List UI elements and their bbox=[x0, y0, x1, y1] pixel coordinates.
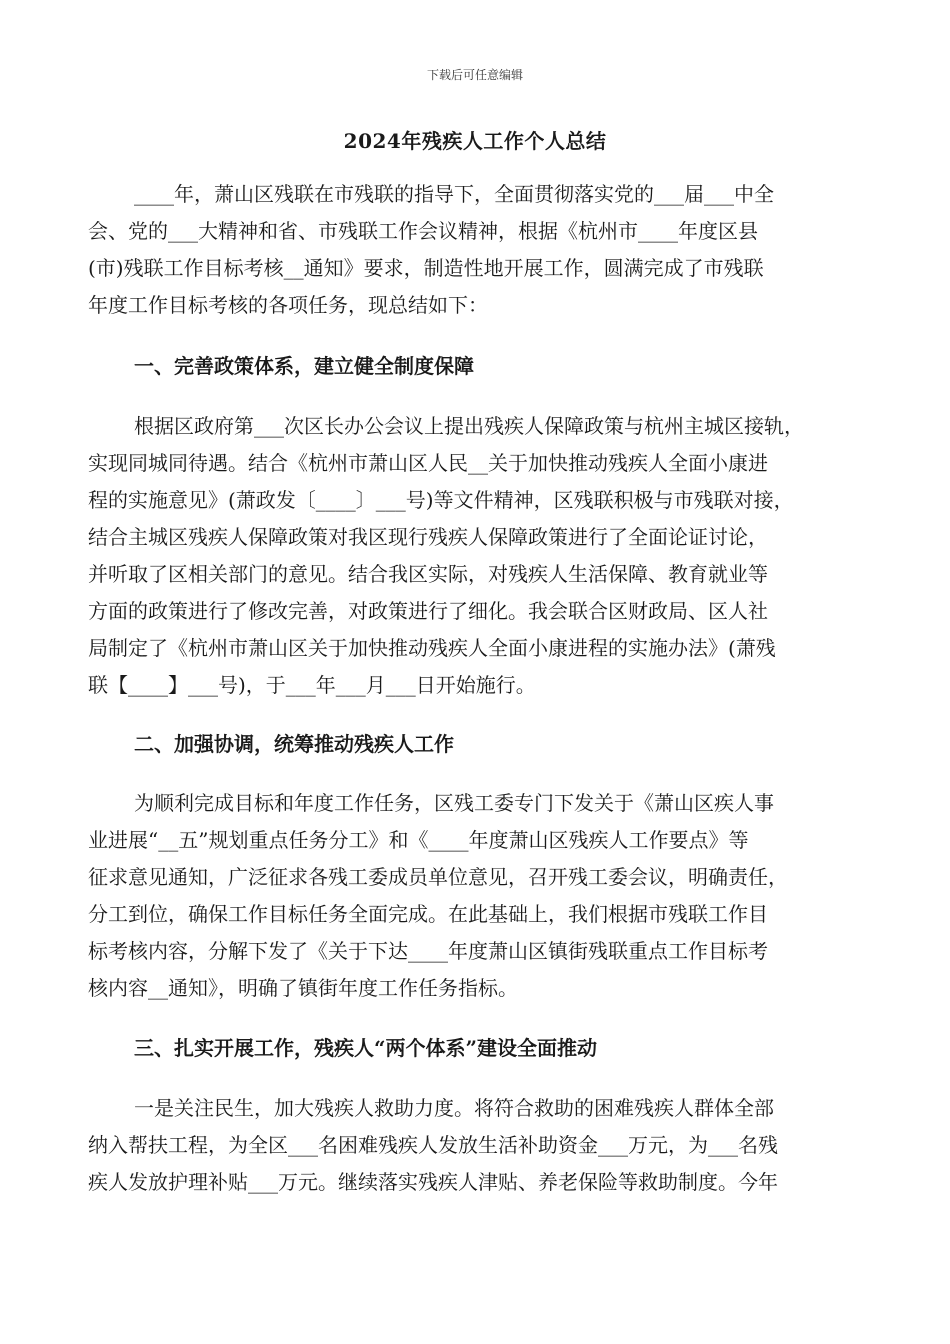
section-line: 结合主城区残疾人保障政策对我区现行残疾人保障政策进行了全面论证讨论， bbox=[88, 525, 768, 549]
document-title: 2024年残疾人工作个人总结 bbox=[343, 129, 607, 153]
section-line: 核内容__通知》，明确了镇街年度工作任务指标。 bbox=[88, 976, 518, 1000]
section-line: 标考核内容，分解下发了《关于下达____年度萧山区镇街残联重点工作目标考 bbox=[88, 939, 768, 963]
section-line: 征求意见通知，广泛征求各残工委成员单位意见，召开残工委会议，明确责任， bbox=[88, 865, 788, 889]
intro-line: 年度工作目标考核的各项任务，现总结如下： bbox=[88, 293, 488, 317]
section-line: 业进展“__五”规划重点任务分工》和《____年度萧山区残疾人工作要点》等 bbox=[88, 828, 749, 852]
section-line: 纳入帮扶工程，为全区___名困难残疾人发放生活补助资金___万元，为___名残 bbox=[88, 1133, 778, 1157]
intro-line: (市)残联工作目标考核__通知》要求，制造性地开展工作，圆满完成了市残联 bbox=[88, 256, 764, 280]
section-line: 方面的政策进行了修改完善，对政策进行了细化。我会联合区财政局、区人社 bbox=[88, 599, 768, 623]
section-heading: 三、扎实开展工作，残疾人“两个体系”建设全面推动 bbox=[134, 1036, 598, 1060]
section-heading: 一、完善政策体系，建立健全制度保障 bbox=[134, 354, 474, 378]
section-line: 并听取了区相关部门的意见。结合我区实际，对残疾人生活保障、教育就业等 bbox=[88, 562, 768, 586]
section-line: 分工到位，确保工作目标任务全面完成。在此基础上，我们根据市残联工作目 bbox=[88, 902, 768, 926]
section-line: 根据区政府第___次区长办公会议上提出残疾人保障政策与杭州主城区接轨， bbox=[134, 414, 804, 438]
section-line: 实现同城同待遇。结合《杭州市萧山区人民__关于加快推动残疾人全面小康进 bbox=[88, 451, 768, 475]
section-line: 为顺利完成目标和年度工作任务，区残工委专门下发关于《萧山区疾人事 bbox=[134, 791, 774, 815]
section-line: 联【____】___号)，于___年___月___日开始施行。 bbox=[88, 673, 536, 697]
intro-line: 会、党的___大精神和省、市残联工作会议精神，根据《杭州市____年度区县 bbox=[88, 219, 758, 243]
header-note: 下载后可任意编辑 bbox=[426, 68, 523, 82]
section-line: 一是关注民生，加大残疾人救助力度。将符合救助的困难残疾人群体全部 bbox=[134, 1096, 774, 1120]
section-heading: 二、加强协调，统筹推动残疾人工作 bbox=[134, 732, 454, 756]
section-line: 局制定了《杭州市萧山区关于加快推动残疾人全面小康进程的实施办法》(萧残 bbox=[88, 636, 776, 660]
intro-line: ____年，萧山区残联在市残联的指导下，全面贯彻落实党的___届___中全 bbox=[134, 182, 774, 206]
section-line: 疾人发放护理补贴___万元。继续落实残疾人津贴、养老保险等救助制度。今年 bbox=[88, 1170, 778, 1194]
section-line: 程的实施意见》(萧政发〔____〕___号)等文件精神，区残联积极与市残联对接， bbox=[88, 488, 794, 512]
